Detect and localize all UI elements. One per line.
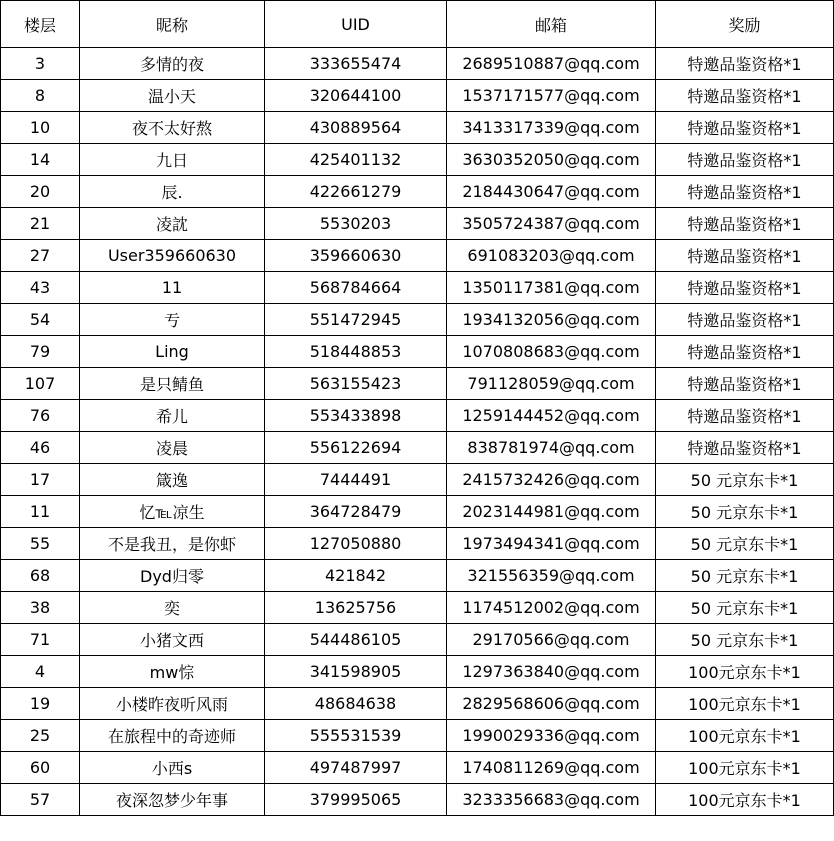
cell-floor: 27 <box>1 240 80 272</box>
cell-floor: 55 <box>1 528 80 560</box>
cell-email: 2023144981@qq.com <box>447 496 656 528</box>
table-row <box>1 432 834 464</box>
table-row <box>1 48 834 80</box>
header-nickname: 昵称 <box>80 1 265 48</box>
cell-floor: 76 <box>1 400 80 432</box>
cell-reward: 特邀品鉴资格*1 <box>656 208 834 240</box>
cell-nickname: 希儿 <box>80 400 265 432</box>
table-row <box>1 720 834 752</box>
cell-uid: 421842 <box>265 560 447 592</box>
cell-uid: 518448853 <box>265 336 447 368</box>
cell-reward: 50 元京东卡*1 <box>656 592 834 624</box>
cell-nickname: 11 <box>80 272 265 304</box>
cell-floor: 17 <box>1 464 80 496</box>
table-row <box>1 784 834 816</box>
cell-uid: 5530203 <box>265 208 447 240</box>
cell-floor: 46 <box>1 432 80 464</box>
cell-uid: 553433898 <box>265 400 447 432</box>
cell-nickname: 奕 <box>80 592 265 624</box>
cell-uid: 341598905 <box>265 656 447 688</box>
cell-reward: 特邀品鉴资格*1 <box>656 112 834 144</box>
cell-floor: 20 <box>1 176 80 208</box>
cell-nickname: 忆℡凉生 <box>80 496 265 528</box>
cell-email: 1990029336@qq.com <box>447 720 656 752</box>
cell-floor: 10 <box>1 112 80 144</box>
table-row <box>1 144 834 176</box>
cell-email: 3413317339@qq.com <box>447 112 656 144</box>
cell-floor: 54 <box>1 304 80 336</box>
cell-email: 1934132056@qq.com <box>447 304 656 336</box>
table-row <box>1 272 834 304</box>
cell-reward: 特邀品鉴资格*1 <box>656 144 834 176</box>
cell-reward: 特邀品鉴资格*1 <box>656 176 834 208</box>
table-row <box>1 560 834 592</box>
header-row <box>1 1 834 48</box>
cell-floor: 4 <box>1 656 80 688</box>
cell-floor: 68 <box>1 560 80 592</box>
table-row <box>1 592 834 624</box>
table-row <box>1 240 834 272</box>
table-row <box>1 112 834 144</box>
header-uid: UID <box>265 1 447 48</box>
cell-uid: 422661279 <box>265 176 447 208</box>
cell-reward: 特邀品鉴资格*1 <box>656 48 834 80</box>
cell-nickname: mw悰 <box>80 656 265 688</box>
cell-uid: 556122694 <box>265 432 447 464</box>
cell-uid: 48684638 <box>265 688 447 720</box>
table-body <box>1 48 834 816</box>
cell-floor: 8 <box>1 80 80 112</box>
cell-reward: 特邀品鉴资格*1 <box>656 304 834 336</box>
table-row <box>1 80 834 112</box>
cell-nickname: 亐 <box>80 304 265 336</box>
cell-email: 2689510887@qq.com <box>447 48 656 80</box>
cell-email: 791128059@qq.com <box>447 368 656 400</box>
cell-reward: 50 元京东卡*1 <box>656 624 834 656</box>
cell-uid: 568784664 <box>265 272 447 304</box>
cell-uid: 430889564 <box>265 112 447 144</box>
cell-nickname: 多情的夜 <box>80 48 265 80</box>
cell-uid: 551472945 <box>265 304 447 336</box>
cell-email: 1174512002@qq.com <box>447 592 656 624</box>
cell-nickname: 在旅程中的奇迹师 <box>80 720 265 752</box>
cell-floor: 19 <box>1 688 80 720</box>
cell-email: 3505724387@qq.com <box>447 208 656 240</box>
cell-floor: 107 <box>1 368 80 400</box>
cell-nickname: 九日 <box>80 144 265 176</box>
cell-nickname: 小楼昨夜听风雨 <box>80 688 265 720</box>
table-row <box>1 656 834 688</box>
table-row <box>1 304 834 336</box>
cell-reward: 特邀品鉴资格*1 <box>656 240 834 272</box>
cell-nickname: 夜深忽梦少年事 <box>80 784 265 816</box>
cell-reward: 特邀品鉴资格*1 <box>656 400 834 432</box>
cell-nickname: 辰. <box>80 176 265 208</box>
table-row <box>1 400 834 432</box>
cell-email: 1537171577@qq.com <box>447 80 656 112</box>
cell-nickname: 凌訦 <box>80 208 265 240</box>
cell-reward: 50 元京东卡*1 <box>656 496 834 528</box>
cell-email: 2184430647@qq.com <box>447 176 656 208</box>
cell-reward: 50 元京东卡*1 <box>656 560 834 592</box>
cell-email: 1350117381@qq.com <box>447 272 656 304</box>
cell-email: 321556359@qq.com <box>447 560 656 592</box>
cell-reward: 特邀品鉴资格*1 <box>656 336 834 368</box>
cell-uid: 333655474 <box>265 48 447 80</box>
cell-nickname: Dyd归零 <box>80 560 265 592</box>
cell-email: 29170566@qq.com <box>447 624 656 656</box>
cell-nickname: 夜不太好熬 <box>80 112 265 144</box>
table-row <box>1 176 834 208</box>
table-row <box>1 528 834 560</box>
cell-reward: 100元京东卡*1 <box>656 784 834 816</box>
cell-floor: 57 <box>1 784 80 816</box>
cell-uid: 13625756 <box>265 592 447 624</box>
cell-uid: 359660630 <box>265 240 447 272</box>
cell-email: 1740811269@qq.com <box>447 752 656 784</box>
table-row <box>1 336 834 368</box>
cell-reward: 100元京东卡*1 <box>656 720 834 752</box>
cell-uid: 7444491 <box>265 464 447 496</box>
cell-nickname: 小猪文西 <box>80 624 265 656</box>
cell-email: 2415732426@qq.com <box>447 464 656 496</box>
table-row <box>1 688 834 720</box>
header-floor: 楼层 <box>1 1 80 48</box>
table-row <box>1 464 834 496</box>
cell-nickname: User359660630 <box>80 240 265 272</box>
table-row <box>1 496 834 528</box>
table-row <box>1 624 834 656</box>
cell-nickname: Ling <box>80 336 265 368</box>
cell-uid: 555531539 <box>265 720 447 752</box>
cell-uid: 544486105 <box>265 624 447 656</box>
cell-reward: 100元京东卡*1 <box>656 752 834 784</box>
cell-reward: 特邀品鉴资格*1 <box>656 272 834 304</box>
cell-reward: 特邀品鉴资格*1 <box>656 368 834 400</box>
cell-email: 1297363840@qq.com <box>447 656 656 688</box>
cell-reward: 50 元京东卡*1 <box>656 464 834 496</box>
cell-floor: 43 <box>1 272 80 304</box>
cell-floor: 60 <box>1 752 80 784</box>
cell-uid: 563155423 <box>265 368 447 400</box>
cell-floor: 21 <box>1 208 80 240</box>
cell-email: 3233356683@qq.com <box>447 784 656 816</box>
cell-email: 1973494341@qq.com <box>447 528 656 560</box>
cell-nickname: 凌晨 <box>80 432 265 464</box>
cell-email: 2829568606@qq.com <box>447 688 656 720</box>
cell-email: 838781974@qq.com <box>447 432 656 464</box>
cell-nickname: 小西s <box>80 752 265 784</box>
table-row <box>1 368 834 400</box>
cell-floor: 79 <box>1 336 80 368</box>
table-header <box>1 1 834 48</box>
cell-reward: 特邀品鉴资格*1 <box>656 432 834 464</box>
cell-floor: 11 <box>1 496 80 528</box>
cell-reward: 特邀品鉴资格*1 <box>656 80 834 112</box>
header-reward: 奖励 <box>656 1 834 48</box>
cell-floor: 3 <box>1 48 80 80</box>
cell-reward: 100元京东卡*1 <box>656 688 834 720</box>
cell-uid: 320644100 <box>265 80 447 112</box>
cell-reward: 100元京东卡*1 <box>656 656 834 688</box>
cell-floor: 14 <box>1 144 80 176</box>
cell-floor: 25 <box>1 720 80 752</box>
cell-reward: 50 元京东卡*1 <box>656 528 834 560</box>
cell-uid: 127050880 <box>265 528 447 560</box>
cell-email: 1259144452@qq.com <box>447 400 656 432</box>
cell-email: 1070808683@qq.com <box>447 336 656 368</box>
cell-uid: 364728479 <box>265 496 447 528</box>
cell-nickname: 不是我丑，是你虾 <box>80 528 265 560</box>
table-row <box>1 752 834 784</box>
cell-floor: 71 <box>1 624 80 656</box>
cell-uid: 425401132 <box>265 144 447 176</box>
cell-nickname: 箴逸 <box>80 464 265 496</box>
cell-floor: 38 <box>1 592 80 624</box>
cell-email: 691083203@qq.com <box>447 240 656 272</box>
cell-email: 3630352050@qq.com <box>447 144 656 176</box>
cell-nickname: 温小天 <box>80 80 265 112</box>
table-row <box>1 208 834 240</box>
cell-uid: 497487997 <box>265 752 447 784</box>
cell-uid: 379995065 <box>265 784 447 816</box>
header-email: 邮箱 <box>447 1 656 48</box>
cell-nickname: 是只鲭鱼 <box>80 368 265 400</box>
